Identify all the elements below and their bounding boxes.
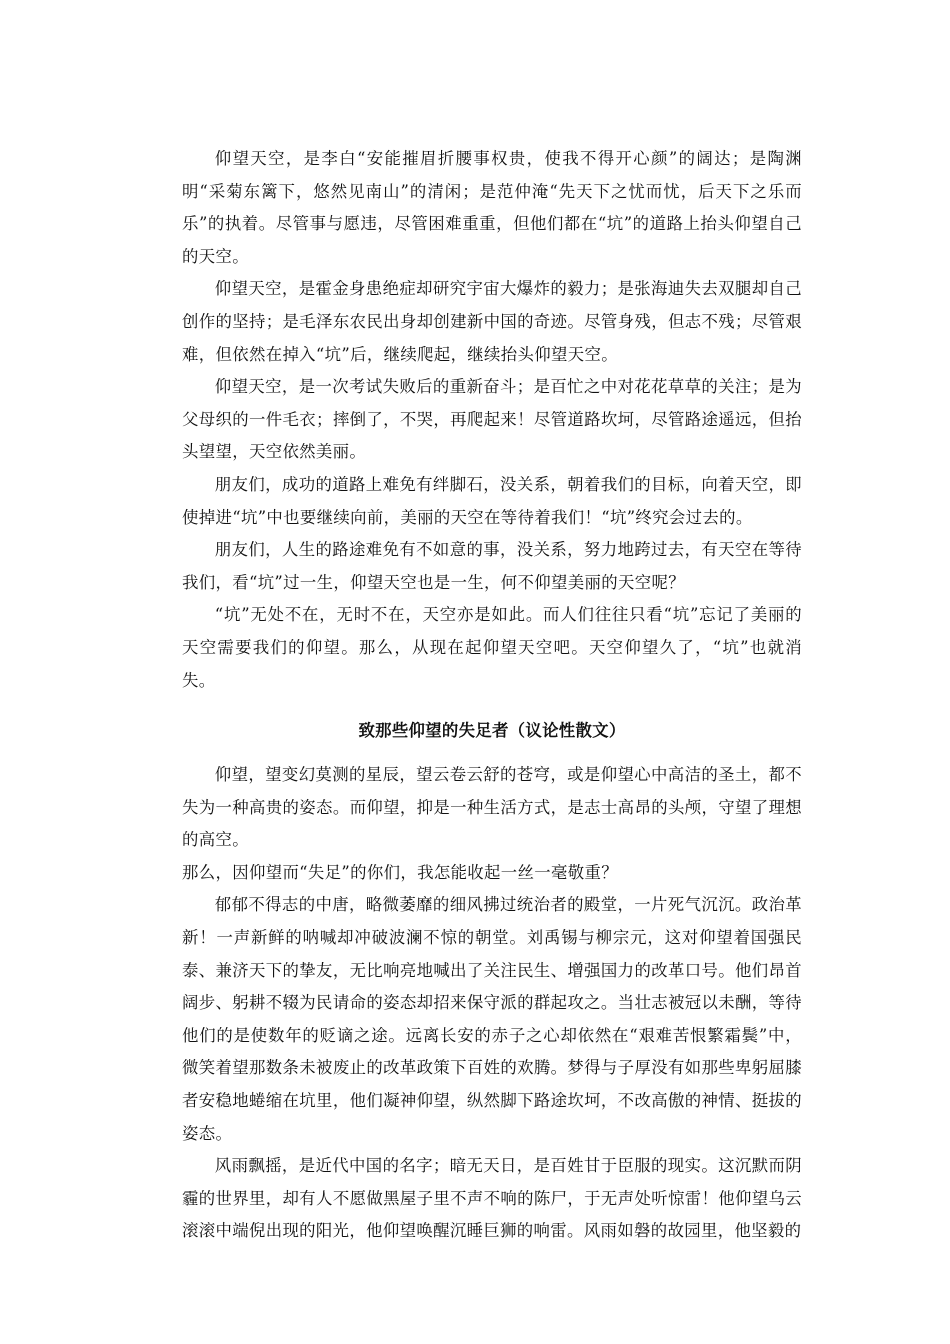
essay-title: 致那些仰望的失足者（议论性散文） (358, 721, 626, 741)
paragraph: 那么，因仰望而“失足”的你们，我怎能收起一丝一毫敬重？ (182, 862, 618, 882)
paragraph: “坑”无处不在，无时不在，天空亦是如此。而人们往往只看“坑”忘记了美丽的天空需要我们的仰望。那么，从现在起仰望天空吧。天空仰望久了，“坑”也就消失。 (182, 605, 802, 690)
paragraph: 风雨飘摇，是近代中国的名字；暗无天日，是百姓甘于臣服的现实。这沉默而阴霾的世界里，却有人不愿做黑屋子里不声不响的陈尸，于无声处听惊雷！他仰望乌云滚滚中端倪出现的阳光，他仰望唤醒沉睡巨狮的响雷。风雨如磐的故园里，他坚毅的 (182, 1156, 802, 1241)
paragraph: 郁郁不得志的中唐，略微萎靡的细风拂过统治者的殿堂，一片死气沉沉。政治革新！一声新鲜的呐喊却冲破波澜不惊的朝堂。刘禹锡与柳宗元，这对仰望着国强民泰、兼济天下的挚友，无比响亮地喊出了关注民生、增强国力的改革口号。他们昂首阔步、躬耕不辍为民请命的姿态却招来保守派的群起攻之。当壮志被冠以未酬，等待他们的是使数年的贬谪之途。远离长安的赤子之心却依然在“艰难苦恨繁霜鬓”中，微笑着望那数条未被废止的改革政策下百姓的欢腾。梦得与子厚没有如那些卑躬屈膝者安稳地蜷缩在坑里，他们凝神仰望，纵然脚下路途坎坷，不改高傲的神情、挺拔的姿态。 (182, 895, 802, 1143)
paragraph: 仰望天空，是一次考试失败后的重新奋斗；是百忙之中对花花草草的关注；是为父母织的一件毛衣；摔倒了，不哭，再爬起来！尽管道路坎坷，尽管路途遥远，但抬头望望，天空依然美丽。 (182, 377, 802, 462)
paragraph: 朋友们，成功的道路上难免有绊脚石，没关系，朝着我们的目标，向着天空，即使掉进“坑”中也要继续向前，美丽的天空在等待着我们！“坑”终究会过去的。 (182, 474, 802, 527)
paragraph: 仰望天空，是霍金身患绝症却研究宇宙大爆炸的毅力；是张海迪失去双腿却自己创作的坚持；是毛泽东农民出身却创建新中国的奇迹。尽管身残，但志不残；尽管艰难，但依然在掉入“坑”后，继续爬起，继续抬头仰望天空。 (182, 279, 802, 364)
document-page (182, 143, 802, 1248)
paragraph: 朋友们，人生的路途难免有不如意的事，没关系，努力地跨过去，有天空在等待我们，看“坑”过一生，仰望天空也是一生，何不仰望美丽的天空呢？ (182, 540, 802, 592)
paragraph: 仰望，望变幻莫测的星辰，望云卷云舒的苍穹，或是仰望心中高洁的圣土，都不失为一种高贵的姿态。而仰望，抑是一种生活方式，是志士高昂的头颅，守望了理想的高空。 (182, 765, 802, 850)
paragraph: 仰望天空，是李白“安能摧眉折腰事权贵，使我不得开心颜”的阔达；是陶渊明“采菊东篱下，悠然见南山”的清闲；是范仲淹“先天下之忧而忧，后天下之乐而乐”的执着。尽管事与愿违，尽管困难重重，但他们都在“坑”的道路上抬头仰望自己的天空。 (182, 149, 802, 266)
